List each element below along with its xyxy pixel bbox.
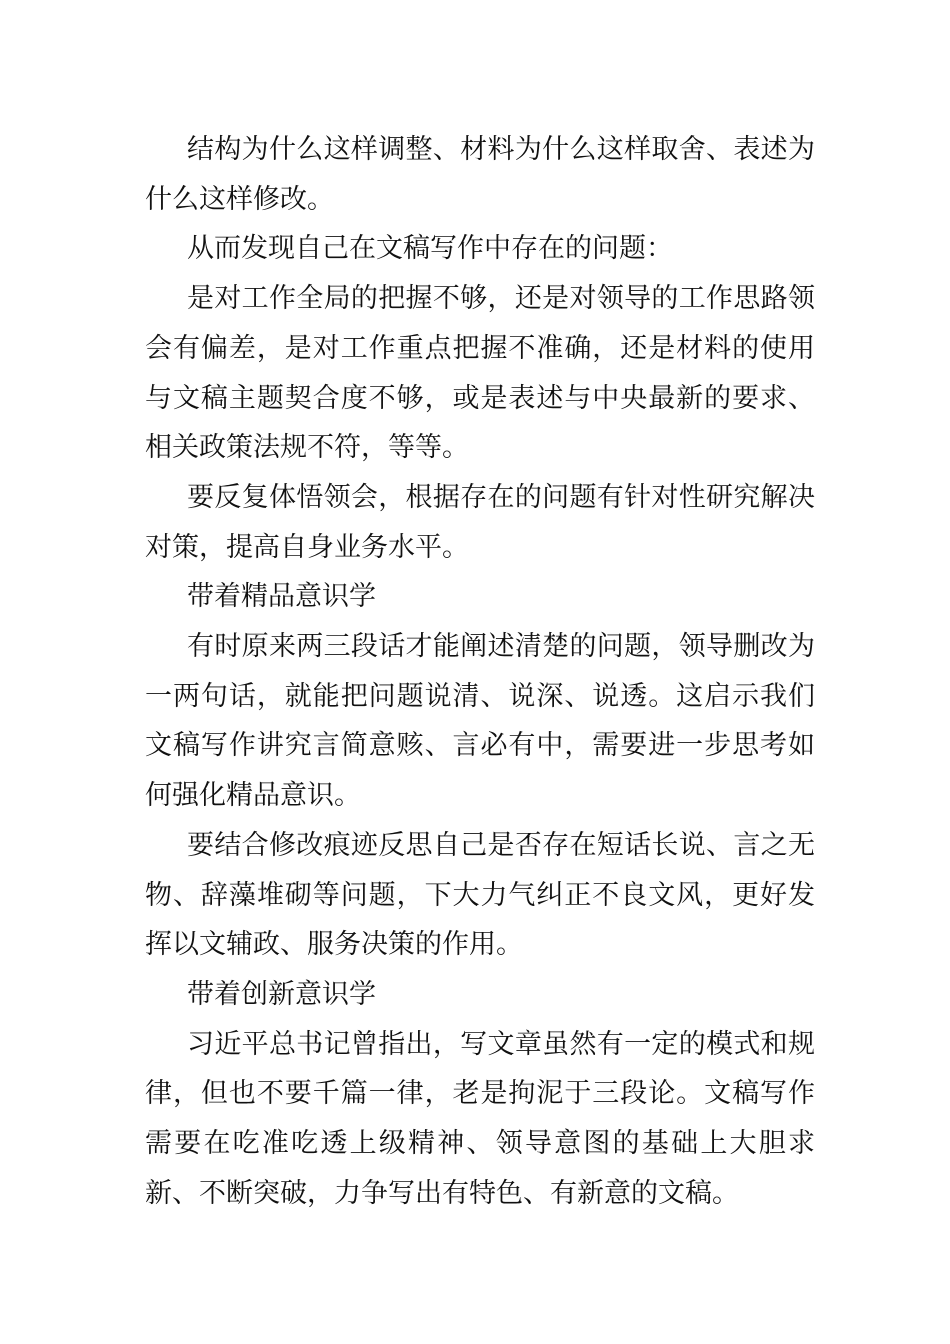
paragraph-problem-list: 是对工作全局的把握不够，还是对领导的工作思路领会有偏差，是对工作重点把握不准确，还是材料的使用与文稿主题契合度不够，或是表述与中央最新的要求、相关政策法规不符，等等。 [145,283,815,464]
section-heading-innovation: 带着创新意识学 [187,978,376,1010]
paragraph-reflect-improve: 要反复体悟领会，根据存在的问题有针对性研究解决对策，提高自身业务水平。 [145,481,815,563]
paragraph-innovation: 习近平总书记曾指出，写文章虽然有一定的模式和规律，但也不要千篇一律，老是拘泥于三段论。文稿写作需要在吃准吃透上级精神、领导意图的基础上大胆求新、不断突破，力争写出有特色、有新意的文稿。 [145,1028,815,1209]
paragraph-find-problems: 从而发现自己在文稿写作中存在的问题： [187,233,673,265]
paragraph-correct-style: 要结合修改痕迹反思自己是否存在短话长说、言之无物、辞藻堆砌等问题，下大力气纠正不良文风，更好发挥以文辅政、服务决策的作用。 [145,829,815,961]
section-heading-quality: 带着精品意识学 [187,581,376,613]
paragraph-concise-writing: 有时原来两三段话才能阐述清楚的问题，领导删改为一两句话，就能把问题说清、说深、说透。这启示我们文稿写作讲究言简意赅、言必有中，需要进一步思考如何强化精品意识。 [145,631,815,812]
document-body [145,125,815,1218]
paragraph-structure-reasons: 结构为什么这样调整、材料为什么这样取舍、表述为什么这样修改。 [145,134,815,215]
